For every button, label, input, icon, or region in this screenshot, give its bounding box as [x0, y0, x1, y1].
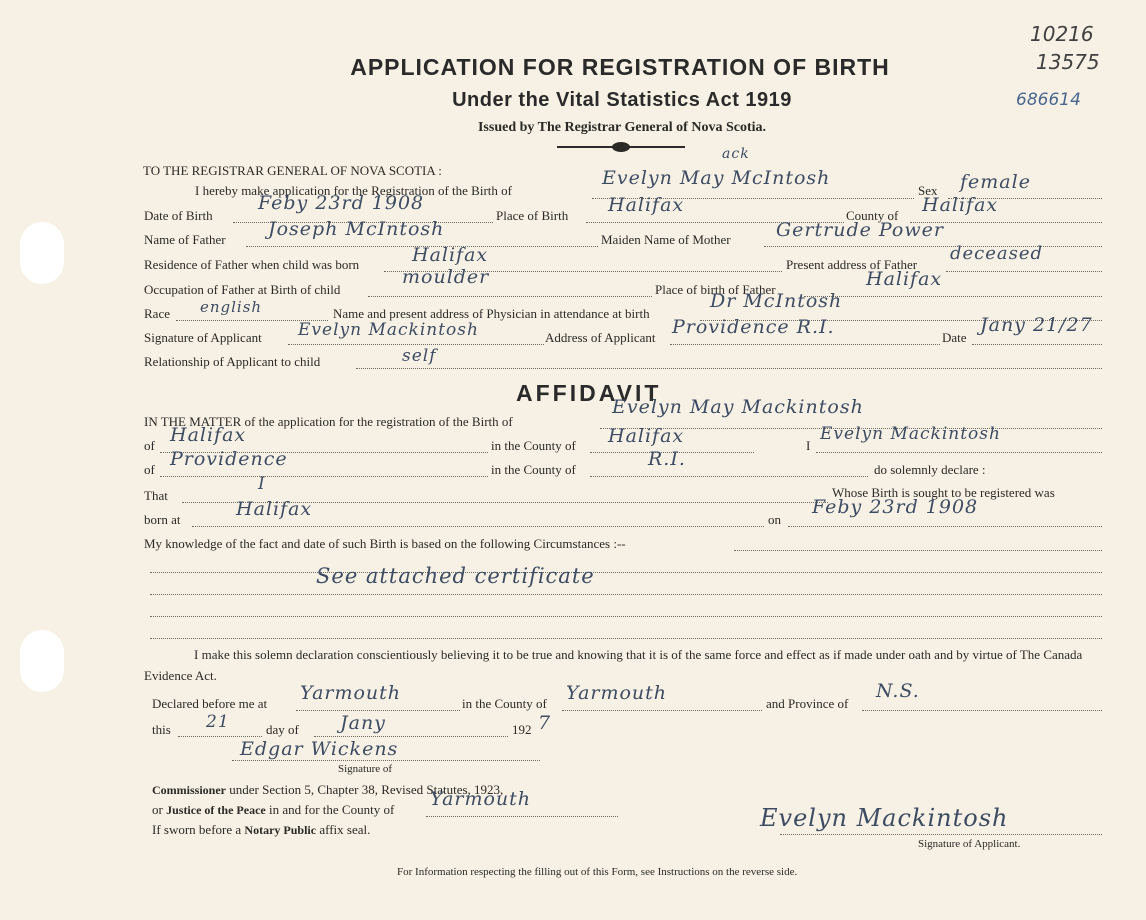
circ-line-3 [150, 616, 1102, 617]
day-value: 21 [206, 712, 230, 732]
applicant-sig-line [780, 834, 1102, 835]
punch-hole-bottom [20, 630, 64, 692]
decl-county-label: in the County of [462, 696, 547, 711]
issued-by: Issued by The Registrar General of Nova Scotia. [477, 120, 767, 135]
commissioner-signature: Edgar Wickens [240, 738, 399, 760]
circ-line-1 [150, 572, 1102, 573]
father-pob-label: Place of birth of Father [655, 282, 776, 297]
date-value: Jany 21/27 [980, 314, 1093, 336]
sig-applicant-line [288, 344, 544, 345]
that-value: I [258, 474, 266, 494]
county2-value: R.I. [648, 448, 686, 470]
child-name-insert: ack [722, 146, 750, 162]
or-word: or [152, 802, 163, 817]
addr-applicant-label: Address of Applicant [545, 330, 656, 345]
on-value: Feby 23rd 1908 [812, 496, 979, 518]
declarant-line [816, 452, 1102, 453]
header-ornament-center [612, 142, 630, 152]
father-pob-value: Halifax [866, 268, 943, 290]
sig-applicant-label: Signature of Applicant [144, 330, 262, 345]
date-label: Date [942, 330, 967, 345]
dob-label: Date of Birth [144, 208, 213, 223]
commissioner-word: Commissioner [152, 783, 226, 797]
declaration-text: I make this solemn declaration conscientiously believing it to be true and knowing that it is of the same force and effect as if made under oath and by virtue of The Canada Evidence Act. [144, 647, 1083, 683]
born-at-label: born at [144, 512, 181, 527]
county-label: County of [846, 208, 899, 223]
to-registrar: TO THE REGISTRAR GENERAL OF NOVA SCOTIA : [143, 163, 442, 178]
present-father-line [946, 271, 1102, 272]
race-value: english [200, 298, 263, 316]
before-me-label: Declared before me at [152, 696, 268, 711]
present-father-value: deceased [950, 243, 1044, 264]
at-line [296, 710, 460, 711]
addr-applicant-value: Providence R.I. [672, 316, 835, 338]
father-pob-line [804, 296, 1102, 297]
relationship-label: Relationship of Applicant to child [144, 354, 321, 369]
circ-line-2 [150, 594, 1102, 595]
decl-county-value: Yarmouth [566, 682, 668, 704]
county2-label: in the County of [491, 462, 576, 477]
ref-number-3: 686614 [1016, 90, 1081, 110]
day-line [178, 736, 262, 737]
at-value: Yarmouth [300, 682, 402, 704]
punch-hole-top [20, 222, 64, 284]
child-name-value: Evelyn May McIntosh [602, 167, 831, 189]
of2-label: of [144, 462, 155, 477]
county-value: Halifax [922, 194, 999, 216]
month-line [314, 736, 508, 737]
relationship-value: self [402, 346, 437, 366]
affidavit-heading: AFFIDAVIT [516, 380, 662, 406]
sig-applicant-value: Evelyn Mackintosh [298, 320, 479, 340]
jp-county-value: Yarmouth [430, 788, 532, 810]
knowledge-label: My knowledge of the fact and date of such Birth is based on the following Circumstances :-- [144, 536, 626, 551]
occupation-value: moulder [402, 266, 490, 288]
addr-applicant-line [670, 344, 940, 345]
on-label: on [768, 512, 781, 527]
justice-rest: in and for the County of [268, 802, 395, 817]
sworn-line [152, 822, 370, 838]
province-value: N.S. [876, 680, 920, 702]
pob-label: Place of Birth [496, 208, 569, 223]
knowledge-line [734, 550, 1102, 551]
born-at-value: Halifax [236, 498, 313, 520]
applicant-signature: Evelyn Mackintosh [760, 804, 1009, 832]
commissioner-sig-line [232, 760, 540, 761]
of2-line [160, 476, 488, 477]
race-label: Race [144, 306, 170, 321]
present-father-label: Present address of Father [786, 257, 918, 272]
circ-line-4 [150, 638, 1102, 639]
jp-county-line [426, 816, 618, 817]
intro-label: I hereby make application for the Registration of the Birth of [195, 183, 512, 198]
pob-value: Halifax [608, 194, 685, 216]
of2-value: Providence [170, 448, 288, 470]
mother-line [764, 246, 1102, 247]
affidavit-child-value: Evelyn May Mackintosh [612, 396, 864, 418]
whose-birth-label: Whose Birth is sought to be registered was [832, 485, 1055, 500]
physician-value: Dr McIntosh [710, 290, 843, 312]
applicant-sig-label: Signature of Applicant. [918, 838, 1021, 850]
solemnly-label: do solemnly declare : [874, 462, 986, 477]
sworn-word: If sworn before a [152, 822, 242, 837]
relationship-line [356, 368, 1102, 369]
mother-label: Maiden Name of Mother [601, 232, 731, 247]
decl-county-line [562, 710, 762, 711]
father-value: Joseph McIntosh [268, 218, 445, 240]
sex-value: female [960, 171, 1031, 193]
sex-label: Sex [918, 183, 938, 198]
province-label: and Province of [766, 696, 849, 711]
res-father-label: Residence of Father when child was born [144, 257, 360, 272]
county1-value: Halifax [608, 425, 685, 447]
res-father-value: Halifax [412, 244, 489, 266]
ref-number-2: 13575 [1036, 50, 1100, 74]
day-of-label: day of [266, 722, 299, 737]
of1-value: Halifax [170, 424, 247, 446]
mother-value: Gertrude Power [776, 219, 944, 241]
ref-number-1: 10216 [1030, 22, 1094, 46]
county1-label: in the County of [491, 438, 576, 453]
page-subtitle: Under the Vital Statistics Act 1919 [452, 89, 792, 111]
footer-note: For Information respecting the filling out of this Form, see Instructions on the reverse side. [397, 866, 798, 878]
province-line [862, 710, 1102, 711]
justice-word: Justice of the Peace [166, 803, 266, 817]
year-suffix: 7 [538, 712, 552, 734]
month-value: Jany [340, 712, 386, 734]
sworn-rest: affix seal. [319, 822, 371, 837]
i-label: I [806, 438, 811, 453]
on-line [788, 526, 1102, 527]
born-at-line [192, 526, 764, 527]
that-label: That [144, 488, 168, 503]
signature-of-label: Signature of [338, 763, 393, 775]
in-matter-label: IN THE MATTER of the application for the registration of the Birth of [144, 414, 513, 429]
notary-word: Notary Public [244, 823, 317, 837]
this-label: this [152, 722, 171, 737]
dob-value: Feby 23rd 1908 [258, 192, 425, 214]
page-title: APPLICATION FOR REGISTRATION OF BIRTH [350, 54, 890, 80]
declarant-value: Evelyn Mackintosh [820, 424, 1001, 444]
occupation-label: Occupation of Father at Birth of child [144, 282, 341, 297]
county2-line [590, 476, 868, 477]
father-label: Name of Father [144, 232, 226, 247]
year-prefix: 192 [512, 722, 532, 737]
physician-label: Name and present address of Physician in attendance at birth [333, 306, 650, 321]
date-line [972, 344, 1102, 345]
occupation-line [368, 296, 652, 297]
justice-line [152, 802, 394, 818]
of1-label: of [144, 438, 155, 453]
circumstances-value: See attached certificate [316, 564, 595, 588]
commissioner-rest: under Section 5, Chapter 38, Revised Statutes, 1923, [229, 782, 504, 797]
